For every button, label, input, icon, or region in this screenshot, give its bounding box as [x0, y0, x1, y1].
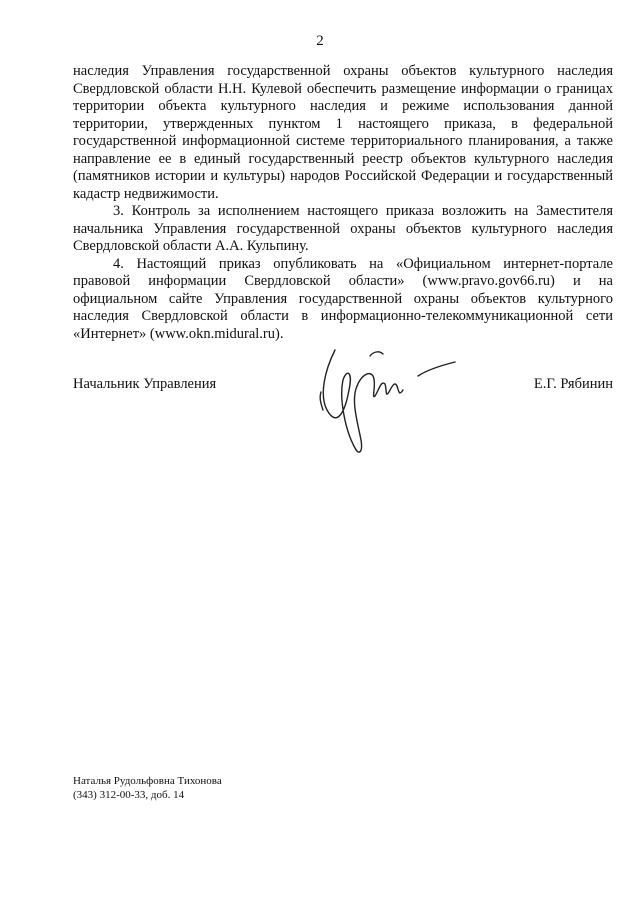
footer-contact [73, 774, 222, 802]
handwritten-signature [315, 340, 465, 465]
executor-phone: (343) 312-00-33, доб. 14 [73, 789, 185, 801]
executor-name: Наталья Рудольфовна Тихонова [73, 775, 222, 787]
page-number: 2 [316, 33, 324, 49]
paragraph-item-3: 3. Контроль за исполнением настоящего приказа возложить на Заместителя начальника Управления государственной охраны объектов культурного наследия Свердловской области А.А. Кульпину. [73, 203, 613, 254]
paragraph-continuation: наследия Управления государственной охраны объектов культурного наследия Свердловской области Н.Н. Кулевой обеспечить размещение информации о границах территории объекта культурного наследия и режиме использования данной территории, утвержденных пунктом 1 настоящего приказа, в федеральной государственной информационной системе территориального планирования, а также направление ее в единый государственный реестр объектов культурного наследия (памятников истории и культуры) народов Российской Федерации и государственный кадастр недвижимости. [73, 63, 613, 202]
signatory-position: Начальник Управления [73, 376, 217, 392]
document-body [73, 63, 613, 343]
paragraph-item-4: 4. Настоящий приказ опубликовать на «Официальном интернет-портале правовой информации Свердловской области» (www.pravo.gov66.ru) и на официальном сайте Управления государственной охраны объектов культурного наследия Свердловской области в информационно-телекоммуникационной сети «Интернет» (www.okn.midural.ru). [73, 255, 613, 342]
signatory-name: Е.Г. Рябинин [533, 376, 613, 392]
